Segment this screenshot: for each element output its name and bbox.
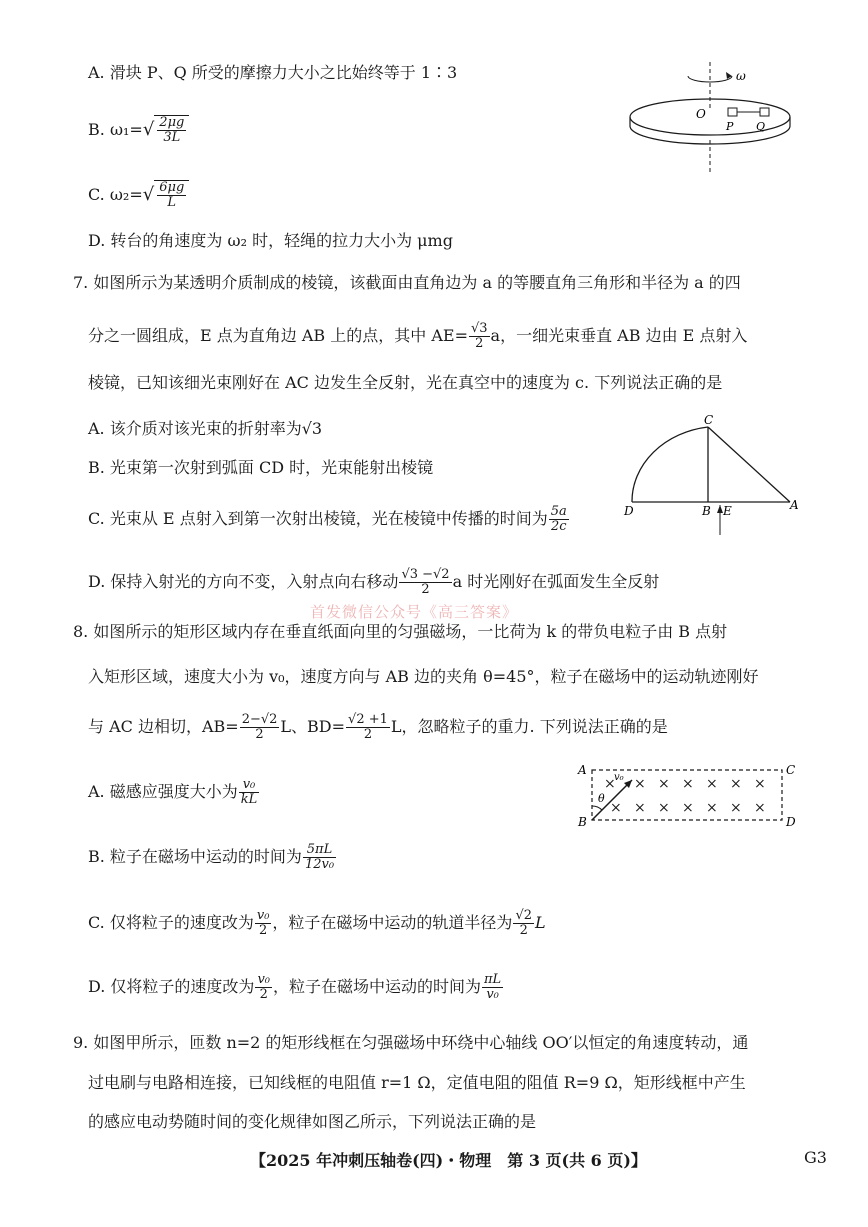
a-label: A [578, 763, 587, 777]
frac-den: kL [240, 792, 258, 807]
q8-line-2: 入矩形区域，速度大小为 v₀，速度方向与 AB 边的夹角 θ=45°，粒子在磁场中的运动轨迹刚好 [88, 667, 759, 686]
svg-text:×: × [634, 776, 646, 792]
c-label: C [704, 413, 714, 427]
q7-option-c [88, 505, 570, 534]
text-part: L、BD= [280, 717, 346, 736]
frac-num: √2 +1 [348, 712, 388, 727]
frac-den: L [167, 195, 177, 210]
text-part: C. 光束从 E 点射入到第一次射出棱镜，光在棱镜中传播的时间为 [88, 509, 548, 528]
text-part: B. 粒子在磁场中运动的时间为 [88, 847, 302, 866]
turntable-figure [626, 62, 796, 182]
svg-text:×: × [730, 776, 742, 792]
frac-num: v₀ [239, 778, 260, 793]
frac-num: 6μg [159, 180, 185, 195]
q7-line-3: 棱镜，已知该细光束刚好在 AC 边发生全反射，光在真空中的速度为 c. 下列说法正确的是 [88, 373, 723, 392]
q8-option-a [88, 778, 260, 807]
frac-num: πL [484, 972, 502, 987]
frac-den: 2 [475, 336, 484, 351]
q6-option-b: B. ω₁=√ $\frac{2\mu g}{3L}$ [88, 115, 189, 145]
frac-num: v₀ [257, 972, 270, 987]
q6-option-a: A. 滑块 P、Q 所受的摩擦力大小之比始终等于 1∶3 [88, 63, 458, 82]
frac-den: 12v₀ [304, 857, 335, 872]
prism-figure [618, 412, 808, 542]
frac-num: v₀ [256, 908, 270, 923]
text-part: A. 磁感应强度大小为 [88, 782, 238, 801]
d-label: D [786, 815, 796, 829]
text-part: a，一细光束垂直 AB 边由 E 点射入 [490, 326, 748, 345]
frac-num: √2 [515, 908, 532, 923]
q9-line-1: 9. 如图甲所示，匝数 n=2 的矩形线框在匀强磁场中环绕中心轴线 OO′以恒定的角速度转动，通 [73, 1033, 749, 1052]
q8-line-3 [88, 713, 668, 742]
formula-var: ω₂= [109, 185, 143, 204]
q7-option-b: B. 光束第一次射到弧面 CD 时，光束能射出棱镜 [88, 458, 434, 477]
text-part: C. 仅将粒子的速度改为 [88, 913, 254, 932]
text-part: ，粒子在磁场中运动的轨道半径为 [272, 913, 513, 932]
frac-num: 5πL [303, 843, 336, 858]
svg-text:×: × [604, 776, 616, 792]
q8-option-c [88, 909, 546, 938]
theta-label: θ [598, 792, 605, 805]
svg-text:×: × [658, 800, 670, 816]
svg-text:×: × [634, 800, 646, 816]
svg-text:×: × [658, 776, 670, 792]
magnetic-field-figure [574, 760, 804, 830]
svg-text:×: × [610, 800, 622, 816]
watermark: 首发微信公众号《高三答案》 [310, 603, 519, 621]
q-label: Q [756, 120, 766, 133]
frac-den: 2c [550, 519, 567, 534]
text-part: D. 保持入射光的方向不变，入射点向右移动 [88, 572, 399, 591]
formula-var: ω₁= [109, 120, 143, 139]
svg-text:×: × [754, 776, 766, 792]
svg-text:×: × [730, 800, 742, 816]
q7-option-a: A. 该介质对该光束的折射率为√3 [88, 419, 323, 438]
o-label: O [696, 107, 706, 121]
svg-text:×: × [754, 800, 766, 816]
e-label: E [723, 504, 732, 518]
q8-option-d [88, 973, 504, 1002]
frac-den: 2 [259, 923, 268, 938]
svg-text:×: × [706, 800, 718, 816]
text-part: 分之一圆组成，E 点为直角边 AB 上的点，其中 AE= [88, 326, 468, 345]
frac-den: 2 [255, 727, 264, 742]
v0-label: v₀ [614, 772, 624, 783]
text-part: 与 AC 边相切，AB= [88, 717, 239, 736]
svg-text:×: × [682, 800, 694, 816]
frac-num: √3 [470, 321, 488, 336]
a-label: A [790, 498, 799, 512]
frac-den: 2 [259, 987, 268, 1002]
page-footer: 【2025 年冲刺压轴卷(四)・物理 第 3 页(共 6 页)】 [250, 1151, 647, 1170]
frac-den: 3L [163, 130, 181, 145]
svg-text:×: × [682, 776, 694, 792]
frac-num: 2−√2 [241, 712, 278, 727]
frac-num: 5a [550, 504, 567, 519]
frac-num: 2μg [159, 115, 185, 130]
text-part: L [535, 913, 546, 932]
q7-line-1: 7. 如图所示为某透明介质制成的棱镜，该截面由直角边为 a 的等腰直角三角形和半径为 a 的四 [73, 273, 741, 292]
text-part: L，忽略粒子的重力. 下列说法正确的是 [390, 717, 668, 736]
q8-line-1: 8. 如图所示的矩形区域内存在垂直纸面向里的匀强磁场，一比荷为 k 的带负电粒子由 B 点射 [73, 622, 728, 641]
frac-den: 2 [421, 582, 430, 597]
option-label: B. [88, 120, 105, 139]
c-label: C [786, 763, 796, 777]
q6-option-c: C. ω₂=√ $\frac{6\mu g}{L}$ [88, 180, 189, 210]
b-label: B [578, 815, 587, 829]
q7-line-2 [88, 322, 747, 351]
q9-line-3: 的感应电动势随时间的变化规律如图乙所示，下列说法正确的是 [88, 1112, 537, 1131]
svg-text:×: × [706, 776, 718, 792]
option-label: C. [88, 185, 105, 204]
q7-option-d [88, 568, 659, 597]
frac-den: v₀ [486, 987, 499, 1002]
text-part: D. 仅将粒子的速度改为 [88, 977, 255, 996]
frac-den: 2 [519, 923, 528, 938]
omega-label: ω [736, 69, 746, 83]
frac-num: √3 −√2 [401, 567, 450, 582]
d-label: D [624, 504, 634, 518]
frac-den: 2 [363, 727, 373, 742]
text-part: ，粒子在磁场中运动的时间为 [273, 977, 482, 996]
text-part: a 时光刚好在弧面发生全反射 [452, 572, 660, 591]
q6-option-d: D. 转台的角速度为 ω₂ 时，轻绳的拉力大小为 μmg [88, 231, 453, 250]
page-code: G3 [804, 1148, 827, 1167]
q8-option-b [88, 843, 337, 872]
q9-line-2: 过电刷与电路相连接，已知线框的电阻值 r=1 Ω，定值电阻的阻值 R=9 Ω，矩形线框中产生 [88, 1073, 746, 1092]
p-label: P [726, 120, 734, 133]
b-label: B [702, 504, 711, 518]
